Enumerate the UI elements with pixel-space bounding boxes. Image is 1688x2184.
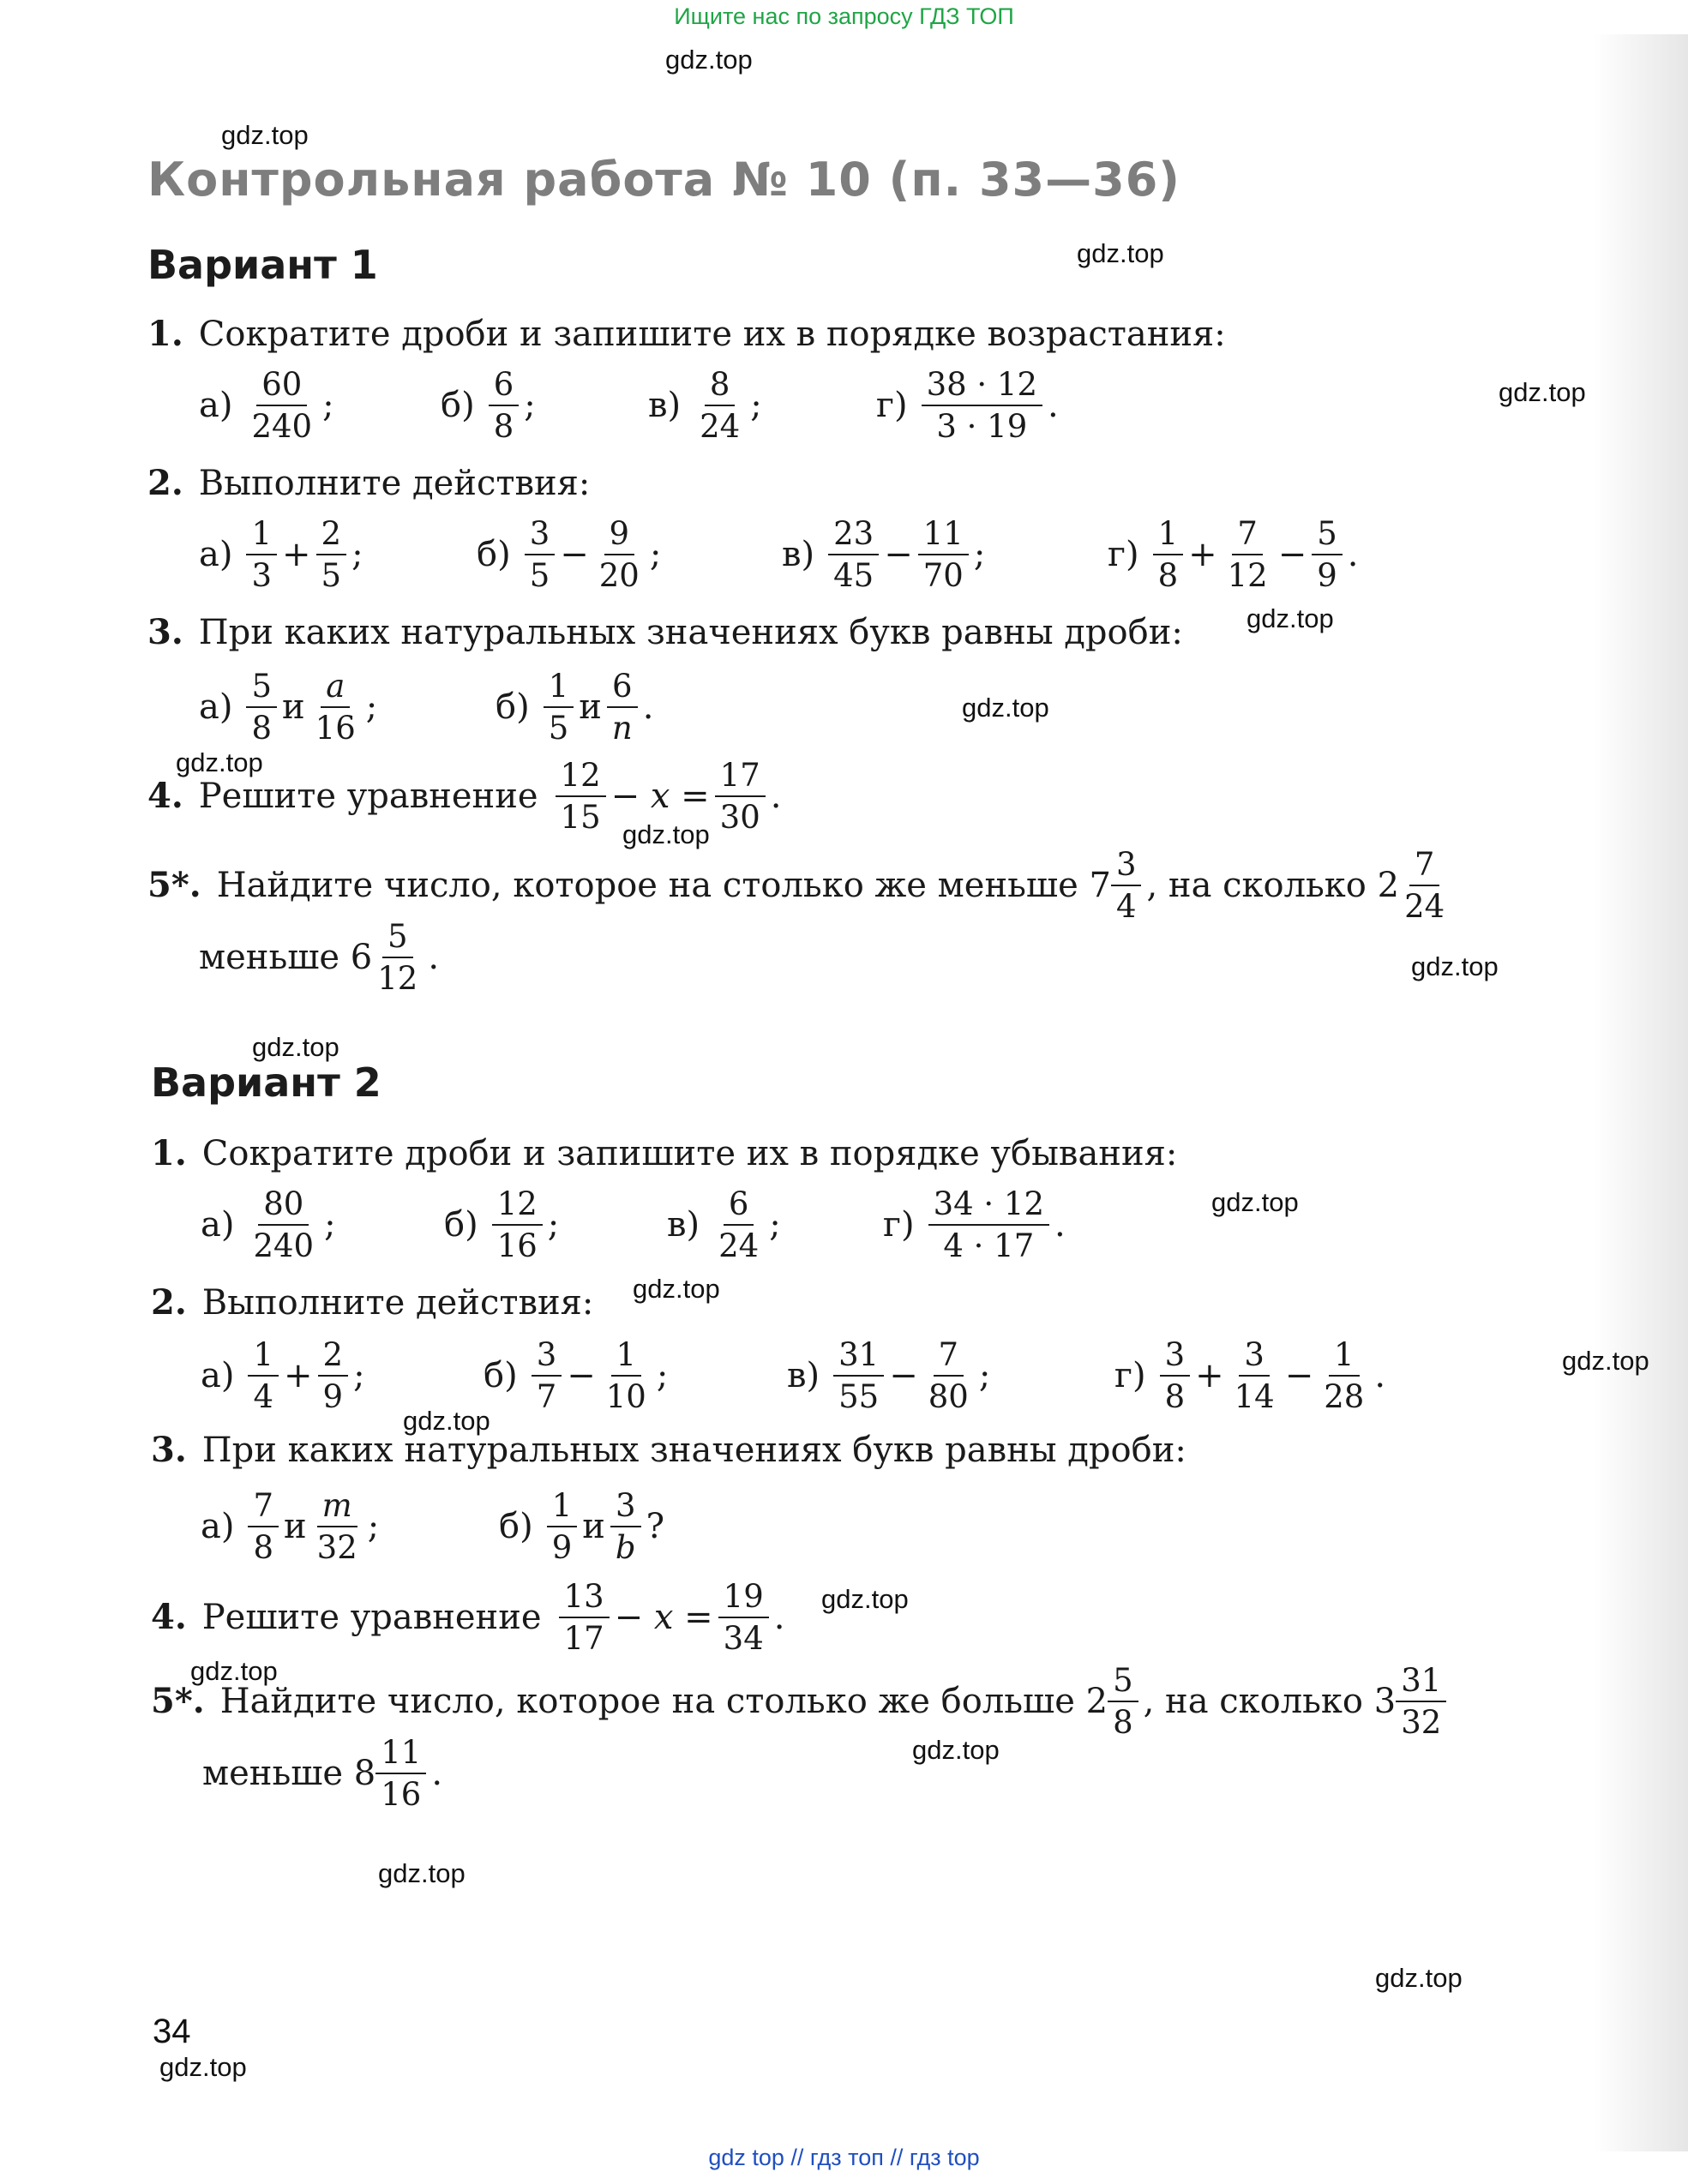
watermark: gdz.top: [252, 1032, 339, 1062]
v1-task2-statement: 2. Выполните действия:: [147, 463, 591, 503]
page-edge-shadow: [1594, 34, 1688, 2151]
v2-task2-item-g: г) $\frac{3}{8}$ + $\frac{3}{14}$ − $\frac{1}{28}$ .: [1114, 1336, 1386, 1416]
watermark: gdz.top: [378, 1858, 466, 1888]
v1-task5-line2: меньше 6 $\frac{5}{12}$ .: [199, 918, 440, 998]
v1-task3-item-a: а) $\frac{5}{8}$ и $\frac{a}{16}$ ;: [199, 668, 378, 747]
v1-task2-item-b: б) $\frac{3}{5}$ − $\frac{9}{20}$ ;: [477, 515, 662, 595]
watermark: gdz.top: [962, 693, 1049, 723]
watermark: gdz.top: [1562, 1346, 1649, 1376]
task-text: Сократите дроби и запишите их в порядке возрастания:: [198, 315, 1226, 354]
v1-task1-item-a: а) $\frac{60}{240}$ ;: [199, 366, 334, 446]
v2-task3-item-b: б) $\frac{1}{9}$ и $\frac{3}{b}$ ?: [499, 1487, 665, 1567]
watermark: gdz.top: [821, 1584, 909, 1614]
v2-task2-item-c: в) $\frac{31}{55}$ − $\frac{7}{80}$ ;: [787, 1336, 991, 1416]
variant-2-heading: Вариант 2: [151, 1059, 381, 1106]
v1-task2-item-g: г) $\frac{1}{8}$ + $\frac{7}{12}$ − $\frac{5}{9}$ .: [1108, 515, 1359, 595]
v2-task5-line1: 5*. Найдите число, которое на столько же больше 2 $\frac{5}{8}$ , на сколько 3 $\frac{31}{32}$: [151, 1663, 1451, 1741]
watermark: gdz.top: [159, 2052, 247, 2082]
v2-task2-statement: 2. Выполните действия:: [151, 1282, 594, 1323]
v1-task3-statement: 3. При каких натуральных значениях букв равны дроби:: [147, 612, 1183, 652]
v2-task1-item-c: в) $\frac{6}{24}$ ;: [667, 1185, 781, 1265]
v2-task1-item-b: б) $\frac{12}{16}$ ;: [444, 1185, 560, 1265]
watermark: gdz.top: [190, 1656, 278, 1686]
fraction: $\frac{38 \cdot 12}{3 \cdot 19}$: [922, 367, 1042, 445]
watermark: gdz.top: [1077, 238, 1164, 268]
page-title: Контрольная работа № 10 (п. 33—36): [147, 153, 1180, 207]
v1-task1-item-g: г) $\frac{38 \cdot 12}{3 \cdot 19}$ .: [876, 366, 1059, 446]
v2-task2-item-b: б) $\frac{3}{7}$ − $\frac{1}{10}$ ;: [484, 1336, 669, 1416]
watermark: gdz.top: [1499, 377, 1586, 407]
v1-task1-item-c: в) $\frac{8}{24}$ ;: [648, 366, 762, 446]
watermark: gdz.top: [1411, 951, 1499, 981]
v2-task3-item-a: а) $\frac{7}{8}$ и $\frac{m}{32}$ ;: [201, 1487, 380, 1567]
v2-task1-item-g: г) $\frac{34 \cdot 12}{4 \cdot 17}$ .: [883, 1185, 1066, 1265]
v2-task5-line2: меньше 8 $\frac{11}{16}$ .: [202, 1734, 443, 1814]
v1-task2-item-c: в) $\frac{23}{45}$ − $\frac{11}{70}$ ;: [782, 515, 986, 595]
v1-task3-item-b: б) $\frac{1}{5}$ и $\frac{6}{n}$ .: [496, 668, 654, 747]
variant-1-heading: Вариант 1: [147, 242, 378, 288]
v1-task1-item-b: б) $\frac{6}{8}$ ;: [441, 366, 536, 446]
v2-task4: 4. Решите уравнение $\frac{13}{17}$ − x = $\frac{19}{34}$ .: [151, 1578, 785, 1658]
v1-task2-item-a: а) $\frac{1}{3}$ + $\frac{2}{5}$ ;: [199, 515, 363, 595]
v2-task1-item-a: а) $\frac{80}{240}$ ;: [201, 1185, 336, 1265]
watermark: gdz.top: [633, 1274, 720, 1304]
watermark: gdz.top: [912, 1735, 1000, 1765]
top-banner[interactable]: Ищите нас по запросу ГДЗ ТОП: [674, 3, 1014, 29]
watermark: gdz.top: [622, 819, 710, 849]
fraction: $\frac{8}{24}$: [700, 366, 741, 446]
fraction: $\frac{60}{240}$: [251, 366, 313, 446]
watermark: gdz.top: [1375, 1963, 1463, 1993]
v1-task1-statement: [147, 314, 1226, 354]
v2-task3-statement: 3. При каких натуральных значениях букв равны дроби:: [151, 1430, 1186, 1470]
watermark: gdz.top: [176, 747, 263, 777]
v1-task4: 4. Решите уравнение $\frac{12}{15}$ − x = $\frac{17}{30}$ .: [147, 757, 782, 837]
v2-task2-item-a: а) $\frac{1}{4}$ + $\frac{2}{9}$ ;: [201, 1336, 365, 1416]
watermark: gdz.top: [221, 120, 309, 150]
watermark: gdz.top: [665, 45, 753, 75]
task-number: 1.: [147, 314, 183, 354]
watermark: gdz.top: [403, 1406, 490, 1436]
footer-links[interactable]: gdz top // гдз топ // гдз top: [708, 2145, 980, 2170]
v1-task5-line1: 5*. Найдите число, которое на столько же меньше 7 $\frac{3}{4}$ , на сколько 2 $\frac{7}{24}$: [147, 846, 1445, 926]
fraction: $\frac{6}{8}$: [489, 367, 520, 445]
watermark: gdz.top: [1246, 603, 1334, 633]
v2-task1-statement: 1. Сократите дроби и запишите их в порядке убывания:: [151, 1133, 1178, 1173]
page-number: 34: [153, 2013, 191, 2050]
watermark: gdz.top: [1211, 1187, 1299, 1217]
